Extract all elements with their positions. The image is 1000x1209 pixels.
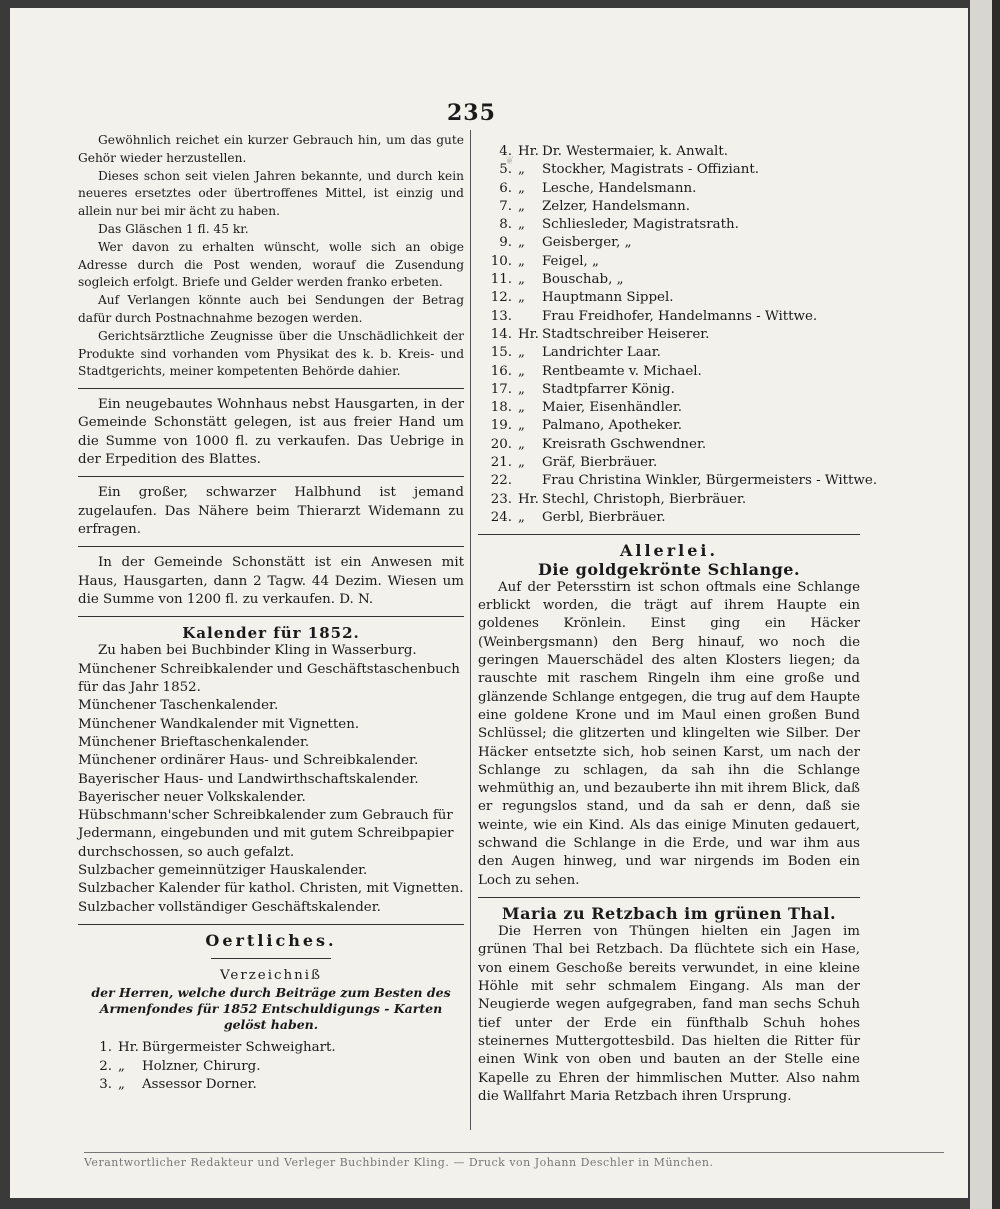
list-item: 6. „ Lesche, Handelsmann. [499,180,697,196]
calendar-item: Münchener Schreibkalender und Geschäftstaschenbuch für das Jahr 1852. [78,661,460,696]
list-item: 22. Frau Christina Winkler, Bürgermeisters - Wittwe. [490,473,878,489]
list-heading: Verzeichniß [219,968,322,984]
section-rule [78,616,464,617]
list-item: 13. Frau Freidhofer, Handelmanns - Wittwe. [490,308,818,324]
story-title: Die goldgekrönte Schlange. [537,559,801,579]
calendar-item: Bayerischer neuer Volkskalender. [78,789,306,805]
list-item: 11. „ Bouschab, „ [490,272,624,288]
calendar-advertisement [78,624,464,917]
list-item: 16. „ Rentbeamte v. Michael. [490,363,702,379]
donor-list-continued [478,143,878,527]
list-item: 7. „ Zelzer, Handelsmann. [499,198,691,214]
list-item: 18. „ Maier, Eisenhändler. [490,400,683,416]
donor-list [78,1039,464,1094]
remedy-advertisement [78,132,464,381]
list-item: 15. „ Landrichter Laar. [490,345,661,361]
ad-price: Das Gläschen 1 fl. 45 kr. [98,221,249,236]
miscellaneous-heading: Allerlei. [619,541,719,561]
story-text: Die Herren von Thüngen hielten ein Jagen im grünen Thal bei Retzbach. Da flüchtete sich ein Hase, von einem Geschoße bereits verwundet, in eine kleine Höhle mit sehr schmalem Eingang. Als man der Neugierde wegen aufgegraben, fand man sechs Schuh tief unter der Erde ein fünfthalb Schuh hohes steinernes Muttergottesbild. Das hielten die Ritter für einen Wink von oben und bauten an der Stelle eine Kapelle zu Ehren der himmlischen Mutter. Also nahm die Wallfahrt Maria Retzbach ihren Ursprung. [478,924,860,1104]
right-column [478,143,878,1106]
calendar-item: Sulzbacher vollständiger Geschäftskalender. [78,899,381,915]
section-rule [478,897,860,898]
list-item: 2. „ Holzner, Chirurg. [99,1058,261,1074]
list-item: 8. „ Schliesleder, Magistratsrath. [499,217,739,233]
ad-paragraph: Gerichtsärztliche Zeugnisse über die Unschädlichkeit der Produkte sind vorhanden vom Physikat des k. b. Kreis- und Stadtgerichts, meiner kompetenten Behörde dahier. [78,328,464,379]
list-item: 3. „ Assessor Dorner. [99,1077,257,1093]
list-item: 24. „ Gerbl, Bierbräuer. [490,509,666,525]
dog-found-advertisement: Ein großer, schwarzer Halbhund ist jemand zugelaufen. Das Nähere beim Thierarzt Widemann zu erfragen. [78,485,464,537]
calendar-item: Sulzbacher gemeinnütziger Hauskalender. [78,862,368,878]
list-item: 5. „ Stockher, Magistrats - Offiziant. [499,162,760,178]
scan-border [992,0,1000,1209]
list-item: 12. „ Hauptmann Sippel. [490,290,674,306]
list-item: 4. Hr. Dr. Westermaier, k. Anwalt. [499,144,728,159]
ad-paragraph: Auf Verlangen könnte auch bei Sendungen der Betrag dafür durch Postnachnahme bezogen werden. [78,293,464,325]
section-rule [78,476,464,477]
calendar-item: Sulzbacher Kalender für kathol. Christen, mit Vignetten. [78,881,464,897]
list-item: 14. Hr. Stadtschreiber Heiserer. [490,326,710,342]
column-divider [470,130,471,1130]
list-item: 20. „ Kreisrath Gschwendner. [490,436,707,452]
property-sale-advertisement: In der Gemeinde Schonstätt ist ein Anwesen mit Haus, Hausgarten, dann 2 Tagw. 44 Dezim. Wiesen um die Summe von 1200 fl. zu verkaufen. D. N. [78,555,464,607]
ad-paragraph: Dieses schon seit vielen Jahren bekannte, und durch kein neueres ersetztes oder übertroffenes Mittel, ist einzig und allein nur bei mir ächt zu haben. [78,168,464,219]
calendar-item: Münchener ordinärer Haus- und Schreibkalender. [78,753,419,769]
local-news-heading: Oertliches. [205,930,337,950]
list-item: 19. „ Palmano, Apotheker. [490,418,683,434]
list-item: 9. „ Geisberger, „ [499,235,632,251]
story-title: Maria zu Retzbach im grünen Thal. [501,903,837,923]
calendar-item: Münchener Brieftaschenkalender. [78,734,310,750]
calendar-item: Bayerischer Haus- und Landwirthschaftskalender. [78,771,419,787]
calendar-title: Kalender für 1852. [182,624,360,643]
list-item: 10. „ Feigel, „ [490,253,599,269]
story-text: Auf der Petersstirn ist schon oftmals eine Schlange erblickt worden, die trägt auf ihrem Haupte ein goldenes Krönlein. Einst ging ein Häcker (Weinbergsmann) den Berg hinauf, wo noch die geringen Mauerschädel des alten Klosters liegen; da rauschte mit raschem Ringeln ihm eine große und glänzende Schlange entgegen, die trug auf dem Haupte eine goldene Krone und im Maul einen großen Bund Schlüssel; die glitzerten und klingelten wie Silber. Der Häcker entsetzte sich, hob seinen Karst, um nach der Schlange zu schlagen, da sah ihn die Schlange wehmüthig an, und bezauberte ihn mit ihrem Blick, daß er regungslos stand, und da sah er denn, daß sie weinte, wie ein Kind. Als das einige Minuten gedauert, schwand die Schlange in die Erde, und war ihm aus den Augen hinweg, und war nirgends im Boden ein Loch zu sehen. [478,579,860,888]
list-item: 1. Hr. Bürgermeister Schweighart. [99,1040,336,1056]
section-rule [78,546,464,547]
calendar-intro: Zu haben bei Buchbinder Kling in Wasserburg. [98,643,417,659]
list-item: 21. „ Gräf, Bierbräuer. [490,455,658,471]
house-sale-advertisement: Ein neugebautes Wohnhaus nebst Hausgarten, in der Gemeinde Schonstätt gelegen, ist aus freier Hand um die Summe von 1000 fl. zu verkaufen. Das Uebrige in der Erpedition des Blattes. [78,397,464,468]
calendar-item: Münchener Taschenkalender. [78,698,279,714]
list-item: 23. Hr. Stechl, Christoph, Bierbräuer. [490,491,747,507]
page-number: 235 [447,100,496,126]
calendar-item: Münchener Wandkalender mit Vignetten. [78,716,360,732]
imprint-footer: Verantwortlicher Redakteur und Verleger Buchbinder Kling. — Druck von Johann Deschler in München. [84,1152,944,1169]
ad-paragraph: Gewöhnlich reichet ein kurzer Gebrauch hin, um das gute Gehör wieder herzustellen. [78,133,464,165]
left-column [78,132,464,1094]
donors-notice: der Herren, welche durch Beiträge zum Besten des Armenfondes für 1852 Entschuldigungs - Karten gelöst haben. [91,985,451,1033]
section-rule [78,924,464,925]
list-item: 17. „ Stadtpfarrer König. [490,381,675,397]
calendar-item: Hübschmann'scher Schreibkalender zum Gebrauch für Jedermann, eingebunden und mit gutem Schreibpapier durchschossen, so auch gefalzt. [78,808,454,860]
section-rule [78,388,464,389]
ad-paragraph: Wer davon zu erhalten wünscht, wolle sich an obige Adresse durch die Post wenden, worauf die Zusendung sogleich erfolgt. Briefe und Gelder werden franko erbeten. [78,239,464,290]
section-rule [478,534,860,535]
heading-rule [211,958,331,959]
bleed-through: ❦ [505,154,515,167]
